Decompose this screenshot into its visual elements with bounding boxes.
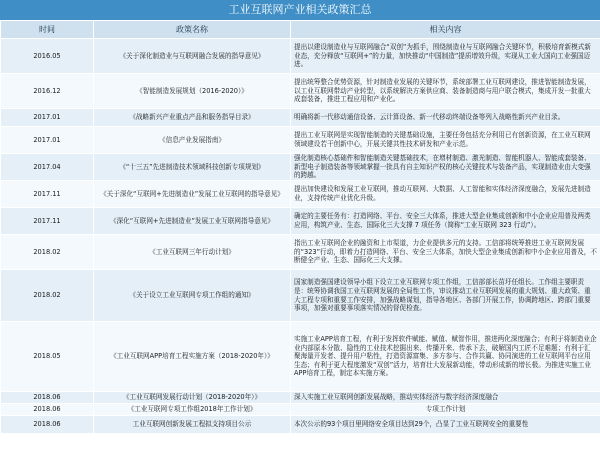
header-row — [1, 21, 600, 39]
content-cell: 提出工业互联网是实现智能制造的关键基础设施，主要任务包括充分利用已有创新资源，在工业互联网领域建设若干创新中心，开展关键共性技术研发和产业示范。 — [291, 127, 600, 154]
policy-name-cell: 《关于深化制造业与互联网融合发展的指导意见》 — [94, 39, 291, 74]
content-cell: 指出工业互联网企业的融资和上市渠道，力企业提供多元的支持。工信部将统筹推进工业互联网发展的“323”行动，即着力打造网络、平台、安全三大体系，加快大型企业集成创新和中小企业应用普及，不断健全产业、生态、国际化三大支撑。 — [291, 235, 600, 270]
time-cell: 2018.05 — [1, 322, 94, 392]
policy-name-cell: 《深化“互联网+先进制造业”发展工业互联网指导意见》 — [94, 208, 291, 235]
time-cell: 2016.12 — [1, 74, 94, 109]
content-cell: 深入实施工业互联网创新发展战略，推动实体经济与数字经济深度融合 — [291, 392, 600, 404]
content-cell: 本次公示的93个项目里网络安全项目达到29个，凸显了工业互联网安全的重要性 — [291, 416, 600, 434]
time-cell: 2016.05 — [1, 39, 94, 74]
content-cell: 强化制造核心基础件和智能制造关键基础技术，在增材制造、激光制造、智能机器人、智能成套装备、新型电子制造装备等领域掌握一批具有自主知识产权的核心关键技术与装备产品，实现制造业由大变强的跨越。 — [291, 154, 600, 181]
policy-name-cell: 《智能制造发展规划（2016-2020）》 — [94, 74, 291, 109]
content-cell: 提出统筹整合优势资源，针对制造业发展的关键环节，系统部署工业互联网建设，推进智能制造发展，以工业互联网带动产业转型，以系统解决方案供应商、装备制造商与用户联合模式，集成开发一批重大成套装备，推进工程应用和产业化。 — [291, 74, 600, 109]
time-cell: 2017.11 — [1, 208, 94, 235]
policy-name-cell: 《信息产业发展指南》 — [94, 127, 291, 154]
table-row — [1, 181, 600, 208]
table-row — [1, 127, 600, 154]
table-row — [1, 235, 600, 270]
header-time: 时间 — [1, 21, 94, 39]
time-cell: 2017.11 — [1, 181, 94, 208]
table-row — [1, 270, 600, 322]
content-cell: 明确将新一代移动通信设备、云计算设备、新一代移动终端设备等列入战略性新兴产业目录。 — [291, 109, 600, 127]
table-row — [1, 74, 600, 109]
table-row — [1, 39, 600, 74]
content-cell: 提出加快建设和发展工业互联网，推动互联网、大数据、人工智能和实体经济深度融合，发展先进制造业，支持传统产业优化升级。 — [291, 181, 600, 208]
table-row — [1, 109, 600, 127]
table-row — [1, 154, 600, 181]
table-row — [1, 208, 600, 235]
content-cell: 专项工作计划 — [291, 404, 600, 416]
time-cell: 2018.06 — [1, 416, 94, 434]
table-row — [1, 404, 600, 416]
policy-name-cell: 《“十三五”先进制造技术领域科技创新专项规划》 — [94, 154, 291, 181]
policy-name-cell: 《工业互联网APP培育工程实施方案（2018-2020年）》 — [94, 322, 291, 392]
time-cell: 2017.04 — [1, 154, 94, 181]
time-cell: 2017.01 — [1, 127, 94, 154]
content-cell: 实施工业APP培育工程，有利于发挥软件赋能、赋值、赋智作用，推进两化深度融合；有利于将制造业企业内部原本分散、隐性的工业技术挖掘出来、传播开来、传承下去，破解国内工匠不足难题；有利于汇聚海量开发者、提升用户粘性，打造资源富集、多方参与、合作共赢、协同演进的工业互联网平台应用生态；有利于更大程度激发“双创”活力，培育壮大发展新动能，带动形成新的增长极。为推进实施工业APP培育工程，制定本实施方案。 — [291, 322, 600, 392]
content-cell: 国家制造强国建设领导小组下设立工业互联网专项工作组，工信部部长苗圩任组长。工作组主要职责是：统筹协调我国工业互联网发展的全局性工作，审议推动工业互联网发展的重大规划、重大政策、重大工程专项和重要工作安排，加强战略谋划，指导各地区、各部门开展工作，协调跨地区、跨部门重要事项，加强对重要事项落实情况的督促检查。 — [291, 270, 600, 322]
header-content: 相关内容 — [291, 21, 600, 39]
table-row — [1, 322, 600, 392]
policy-name-cell: 《工业互联网专项工作组2018年工作计划》 — [94, 404, 291, 416]
time-cell: 2018.02 — [1, 270, 94, 322]
policy-name-cell: 《关于深化“互联网+先进制造业”发展工业互联网的指导意见》 — [94, 181, 291, 208]
policy-name-cell: 工业互联网创新发展工程拟支持项目公示 — [94, 416, 291, 434]
policy-table — [0, 20, 600, 434]
policy-name-cell: 《工业互联网发展行动计划（2018-2020年）》 — [94, 392, 291, 404]
time-cell: 2018.02 — [1, 235, 94, 270]
table-row — [1, 416, 600, 434]
table-title: 工业互联网产业相关政策汇总 — [0, 0, 600, 20]
policy-name-cell: 《关于设立工业互联网专项工作组的通知》 — [94, 270, 291, 322]
content-cell: 提出以建设制造业与互联网融合“双创”为抓手，围绕制造业与互联网融合关键环节，积极培育新模式新业态，充分释放“互联网+”的力量，加快推动“中国制造”提质增效升级，实现从工业大国向工业强国迈进。 — [291, 39, 600, 74]
content-cell: 确定的主要任务有：打造网络、平台、安全三大体系，推进大型企业集成创新和中小企业应用普及两类应用，构筑产业、生态、国际化三大支撑 7 项任务（简称“工业互联网 323 行动”）。 — [291, 208, 600, 235]
time-cell: 2017.01 — [1, 109, 94, 127]
policy-name-cell: 《工业互联网三年行动计划》 — [94, 235, 291, 270]
table-row — [1, 392, 600, 404]
header-policy-name: 政策名称 — [94, 21, 291, 39]
time-cell: 2018.06 — [1, 404, 94, 416]
time-cell: 2018.06 — [1, 392, 94, 404]
policy-name-cell: 《战略新兴产业重点产品和服务指导目录》 — [94, 109, 291, 127]
